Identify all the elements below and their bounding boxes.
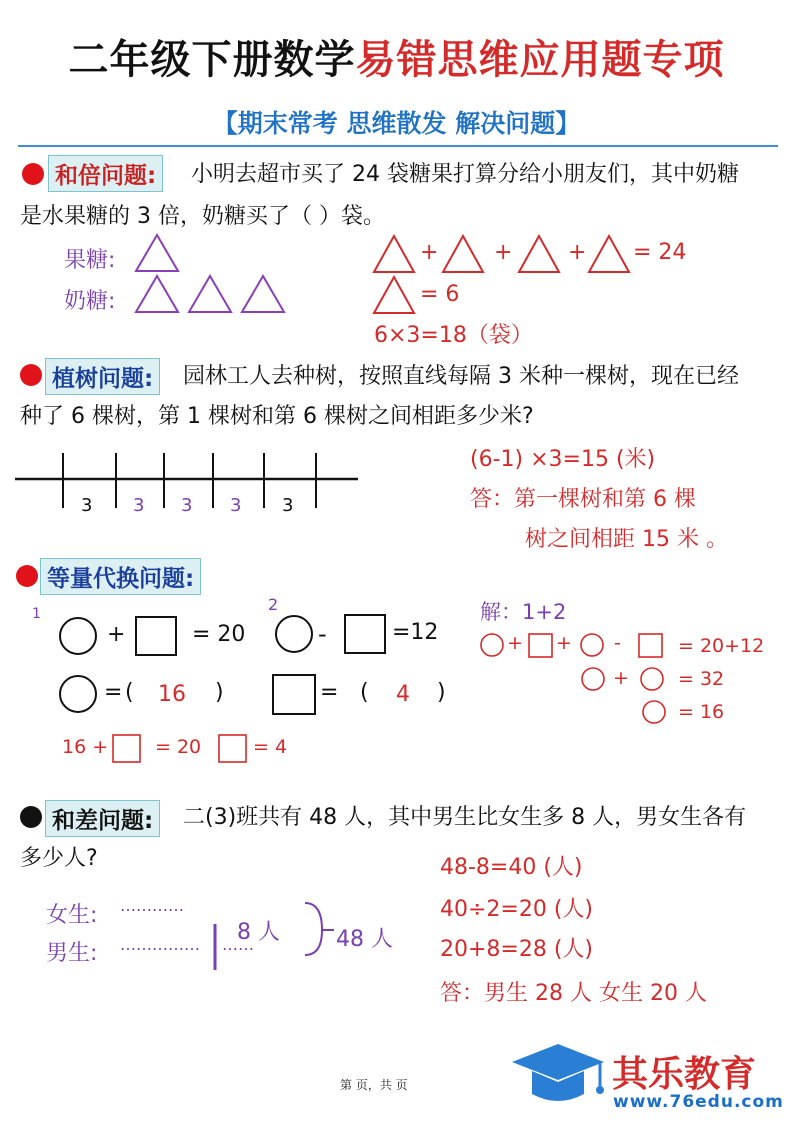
check-equation: = 20	[155, 736, 202, 758]
question-text: 种了 6 棵树，第 1 棵树和第 6 棵树之间相距多少米?	[20, 404, 534, 429]
calculation: (6-1) ×3=15 (米)	[470, 447, 656, 472]
question-text: 多少人?	[20, 846, 98, 871]
equation-result: = 24	[633, 240, 687, 265]
problem-number: 2	[268, 595, 279, 614]
gap-label: 3	[81, 495, 93, 516]
equals-sign: =	[104, 680, 123, 705]
gap-label: 3	[282, 495, 294, 516]
solution-op: +	[507, 632, 523, 654]
solution-line: = 32	[678, 668, 725, 690]
answer-line: 树之间相距 15 米 。	[525, 527, 728, 552]
minus-sign: -	[318, 620, 327, 648]
plus-sign: +	[494, 240, 513, 265]
solution-op: +	[613, 667, 629, 689]
plus-sign: +	[420, 240, 439, 265]
calculation: 6×3=18（袋）	[374, 323, 533, 348]
brand-logo-text: 其乐教育	[612, 1054, 757, 1095]
title-red: 易错思维应用题专项	[355, 37, 725, 83]
paren-open: (	[360, 680, 369, 705]
question-text: 小明去超市买了 24 袋糖果打算分给小朋友们，其中奶糖	[191, 162, 739, 187]
question-text: 园林工人去种树，按照直线每隔 3 米种一棵树，现在已经	[183, 364, 739, 389]
label-boys: 男生:	[46, 941, 98, 966]
gap-label: 3	[230, 495, 242, 516]
equals-sign: =	[320, 680, 339, 705]
page-subtitle: 【期末常考 思维散发 解决问题】	[212, 109, 581, 138]
check-equation: = 4	[253, 736, 288, 758]
paren-close: )	[215, 680, 224, 705]
total-label: 48 人	[336, 927, 393, 952]
solution-op: -	[614, 632, 621, 654]
section-tag-zhi-shu: 植树问题:	[45, 358, 160, 395]
page-footer: 第 页，共 页	[340, 1078, 408, 1092]
calculation: 40÷2=20 (人)	[440, 897, 594, 922]
girls-segment: …………	[120, 896, 184, 915]
equation-text: = 20	[192, 622, 246, 647]
problem-number: 1	[32, 606, 41, 622]
calculation: 20+8=28 (人)	[440, 937, 594, 962]
check-equation: 16 +	[62, 736, 109, 758]
answer-line: 答：第一棵树和第 6 棵	[470, 487, 696, 512]
brand-url: www.76edu.com	[613, 1092, 784, 1112]
answer-line: 答：男生 28 人 女生 20 人	[440, 981, 707, 1006]
solution-op: +	[556, 632, 572, 654]
question-text: 是水果糖的 3 倍，奶糖买了（ ）袋。	[20, 204, 385, 229]
equation-text: =12	[392, 620, 439, 645]
question-text: 二(3)班共有 48 人，其中男生比女生多 8 人，男女生各有	[183, 805, 747, 830]
boys-extra-segment: ……	[222, 935, 254, 954]
solution-line: = 20+12	[678, 635, 765, 657]
gap-label: 3	[133, 495, 145, 516]
solution-line: = 16	[678, 701, 725, 723]
section-tag-he-cha: 和差问题:	[45, 800, 160, 837]
difference-label: 8 人	[237, 920, 280, 945]
label-fruit-candy: 果糖:	[64, 248, 116, 273]
section-tag-deng-liang: 等量代换问题:	[40, 558, 201, 595]
plus-sign: +	[107, 622, 126, 647]
solution-header: 解：1+2	[480, 600, 567, 624]
gap-label: 3	[181, 495, 193, 516]
plus-sign: +	[568, 240, 587, 265]
paren-open: (	[125, 680, 134, 705]
equation-result: = 6	[420, 282, 460, 307]
section-tag-he-bei: 和倍问题:	[48, 155, 163, 192]
paren-close: )	[437, 680, 446, 705]
label-girls: 女生:	[46, 903, 98, 928]
square-answer: 4	[396, 682, 410, 707]
title-black: 二年级下册数学	[68, 37, 356, 83]
boys-segment: ……………	[120, 935, 200, 954]
calculation: 48-8=40 (人)	[440, 855, 583, 880]
circle-answer: 16	[158, 682, 186, 707]
label-milk-candy: 奶糖:	[64, 289, 116, 314]
